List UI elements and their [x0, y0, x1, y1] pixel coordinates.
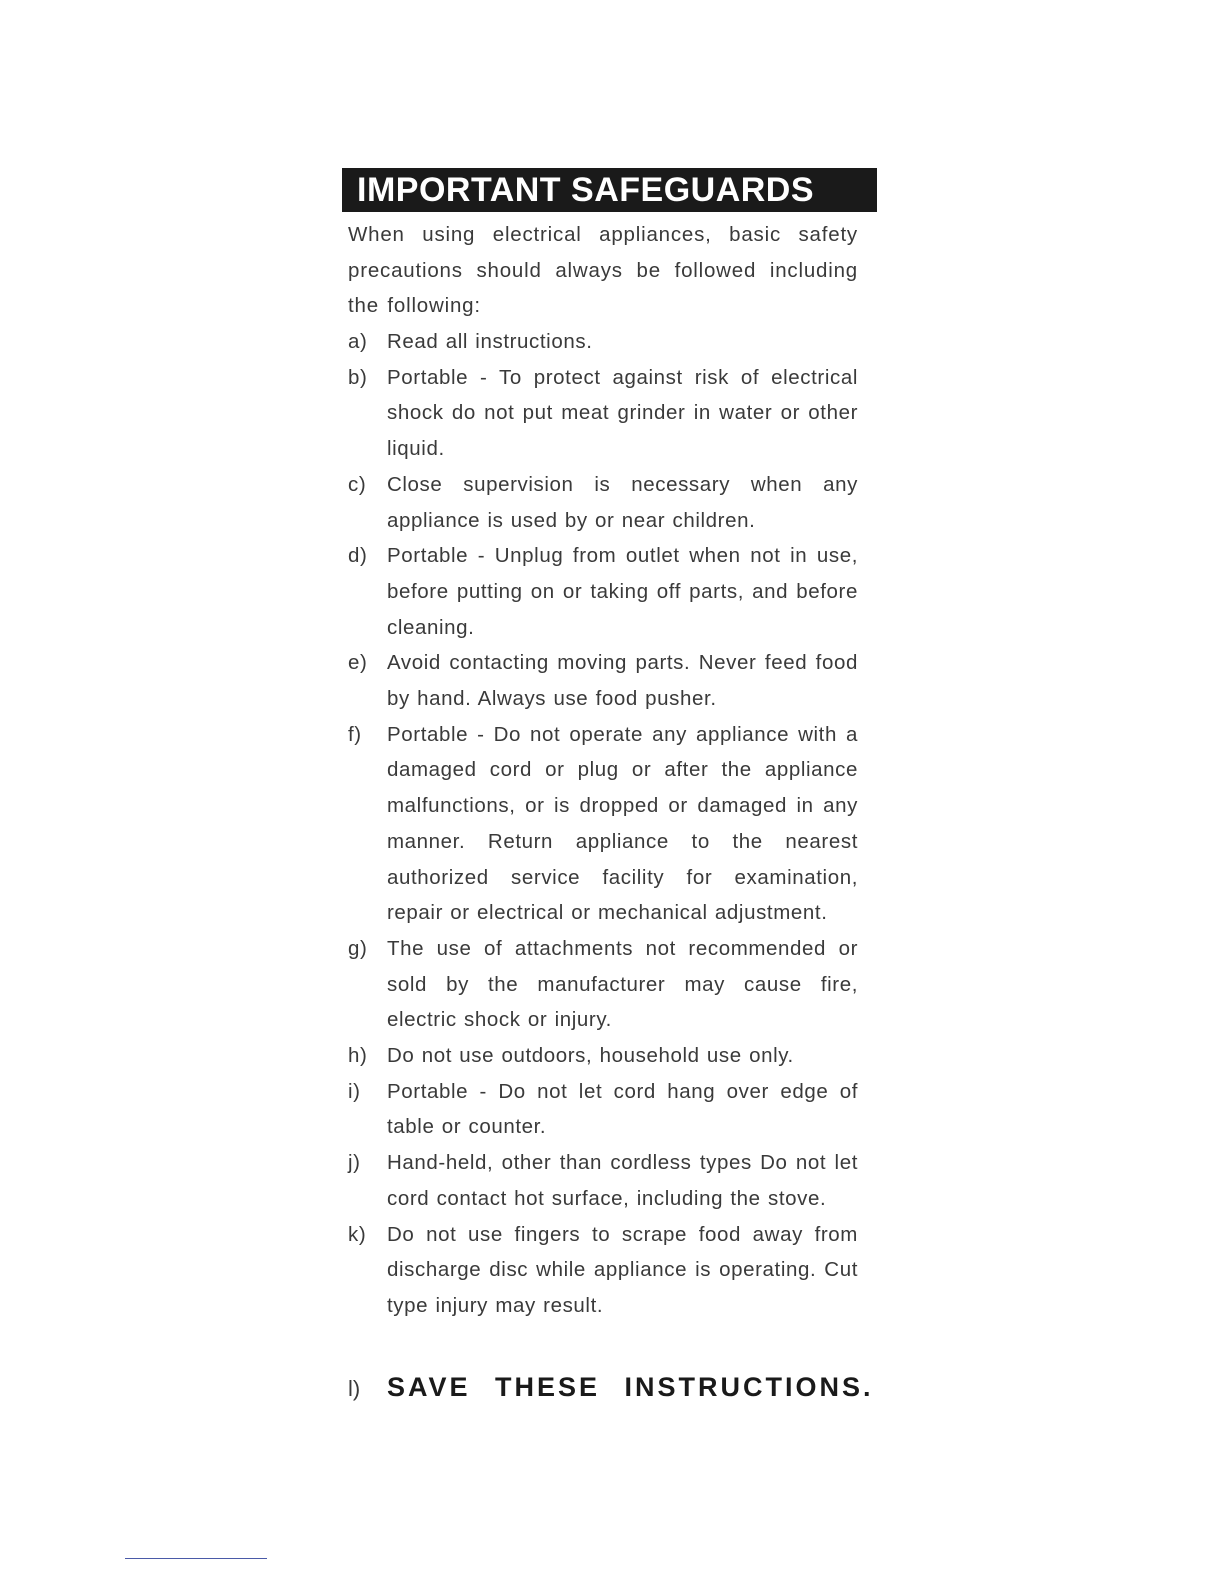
list-item	[348, 1217, 858, 1324]
item-marker: e)	[348, 651, 368, 675]
item-marker: j)	[348, 1151, 361, 1175]
save-instructions-text: SAVE THESE INSTRUCTIONS.	[387, 1372, 874, 1402]
list-item	[348, 1038, 858, 1074]
list-item	[348, 467, 858, 538]
list-item	[348, 645, 858, 716]
item-text: Portable - Do not operate any appliance with a damaged cord or plug or after the appliance malfunctions, or is dropped or damaged in any manner. Return appliance to the nearest authorized service facility for examination, repair or electrical or mechanical adjustment.	[387, 722, 858, 925]
list-item	[348, 538, 858, 645]
list-item	[348, 1145, 858, 1216]
list-item	[348, 324, 858, 360]
item-text: Hand-held, other than cordless types Do not let cord contact hot surface, including the stove.	[387, 1151, 858, 1210]
item-text: Read all instructions.	[387, 330, 593, 353]
item-marker: g)	[348, 936, 368, 960]
item-text: Close supervision is necessary when any appliance is used by or near children.	[387, 472, 858, 532]
safeguards-list	[348, 324, 858, 1324]
heading-banner	[342, 168, 877, 212]
item-text: Portable - Do not let cord hang over edge of table or counter.	[387, 1079, 858, 1139]
item-marker: b)	[348, 365, 368, 389]
item-text: Portable - To protect against risk of electrical shock do not put meat grinder in water or other liquid.	[387, 365, 858, 461]
item-text: Do not use outdoors, household use only.	[387, 1044, 794, 1068]
list-item	[348, 931, 858, 1038]
footnote-divider	[125, 1558, 267, 1559]
item-text: Avoid contacting moving parts. Never feed food by hand. Always use food pusher.	[387, 651, 858, 711]
item-text: Do not use fingers to scrape food away from discharge disc while appliance is operating. Cut type injury may result.	[387, 1222, 858, 1317]
intro-paragraph: When using electrical appliances, basic safety precautions should always be followed including the following:	[348, 223, 858, 318]
item-marker: f)	[348, 722, 362, 746]
item-marker: i)	[348, 1079, 361, 1103]
list-item	[348, 717, 858, 931]
page-title: IMPORTANT SAFEGUARDS	[357, 171, 815, 209]
item-marker: k)	[348, 1222, 367, 1246]
item-text: The use of attachments not recommended or sold by the manufacturer may cause fire, electric shock or injury.	[387, 936, 858, 1032]
item-marker: a)	[348, 330, 368, 353]
item-marker: h)	[348, 1044, 368, 1068]
item-marker: c)	[348, 472, 367, 496]
save-instructions-line	[348, 1372, 874, 1403]
item-marker: d)	[348, 544, 368, 568]
item-text: Portable - Unplug from outlet when not in use, before putting on or taking off parts, and before cleaning.	[387, 544, 858, 639]
list-item	[348, 1074, 858, 1145]
list-item	[348, 360, 858, 467]
item-marker: l)	[348, 1376, 361, 1401]
